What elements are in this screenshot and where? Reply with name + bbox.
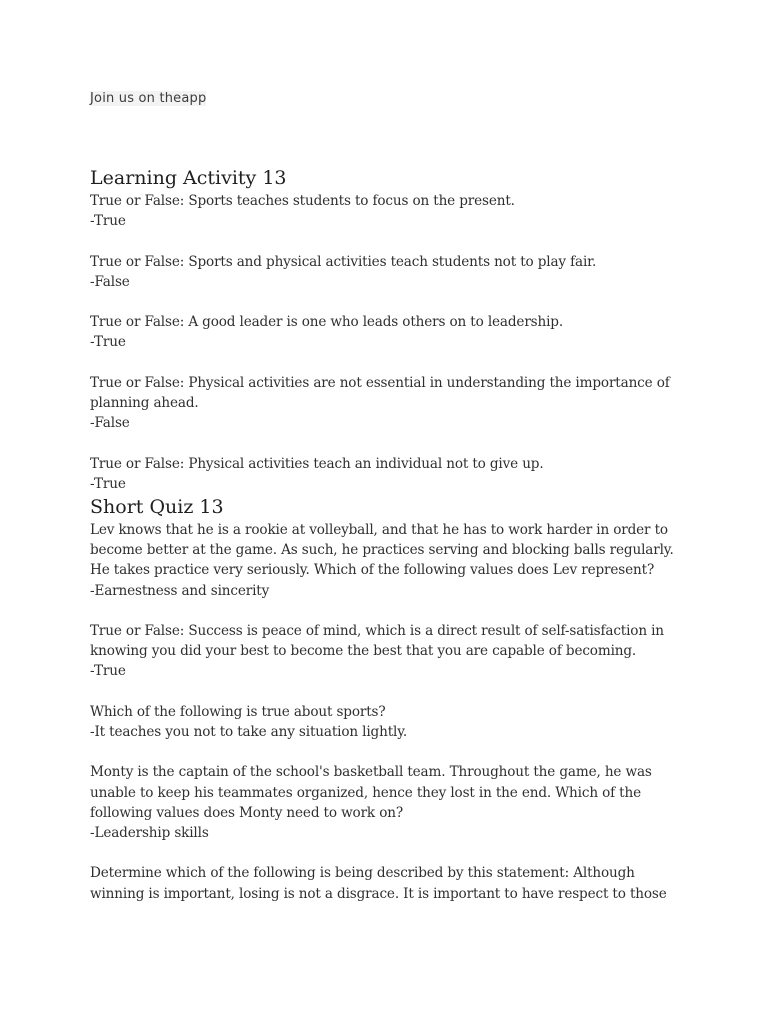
question-text: following values does Monty need to work on? [90,804,403,821]
answer-text: -True [90,663,126,680]
answer-text: -True [90,475,126,492]
learning-activity-item-1 [90,191,690,231]
answer-text: -False [90,273,130,290]
question-text: planning ahead. [90,394,199,411]
learning-activity-item-2 [90,252,690,292]
short-quiz-item-3 [90,702,690,742]
question-text: Lev knows that he is a rookie at volleyball, and that he has to work harder in order to [90,521,668,538]
short-quiz-item-2 [90,621,690,682]
answer-text: -True [90,213,126,230]
short-quiz-item-5 [90,863,690,903]
question-text: He takes practice very seriously. Which of the following values does Lev represent? [90,562,655,579]
answer-text: -Leadership skills [90,824,209,841]
question-text: Determine which of the following is being described by this statement: Although [90,865,635,882]
question-text: Which of the following is true about sports? [90,703,386,720]
question-text: Monty is the captain of the school's basketball team. Throughout the game, he was [90,764,652,781]
document-content [90,165,690,904]
short-quiz-item-1 [90,520,690,601]
question-text: knowing you did your best to become the best that you are capable of becoming. [90,643,637,660]
answer-text: -False [90,415,130,432]
learning-activity-item-3 [90,312,690,352]
learning-activity-item-5 [90,454,690,494]
short-quiz-item-4 [90,762,690,843]
question-text: True or False: Sports and physical activities teach students not to play fair. [90,253,597,270]
answer-text: -Earnestness and sincerity [90,582,270,599]
question-text: True or False: Physical activities are not essential in understanding the importance of [90,374,670,391]
question-text: unable to keep his teammates organized, hence they lost in the end. Which of the [90,784,641,801]
short-quiz-title: Short Quiz 13 [90,495,224,518]
join-app-link[interactable]: Join us on theapp [90,91,207,106]
question-text: winning is important, losing is not a disgrace. It is important to have respect to those [90,885,667,902]
question-text: True or False: Sports teaches students to focus on the present. [90,193,515,209]
answer-text: -True [90,334,126,351]
question-text: True or False: Physical activities teach an individual not to give up. [90,455,544,472]
learning-activity-title: Learning Activity 13 [90,167,287,189]
question-text: True or False: A good leader is one who leads others on to leadership. [90,314,564,331]
learning-activity-item-4 [90,373,690,434]
answer-text: -It teaches you not to take any situation lightly. [90,723,408,740]
question-text: become better at the game. As such, he practices serving and blocking balls regularly. [90,542,674,559]
question-text: True or False: Success is peace of mind, which is a direct result of self-satisfaction in [90,622,664,639]
